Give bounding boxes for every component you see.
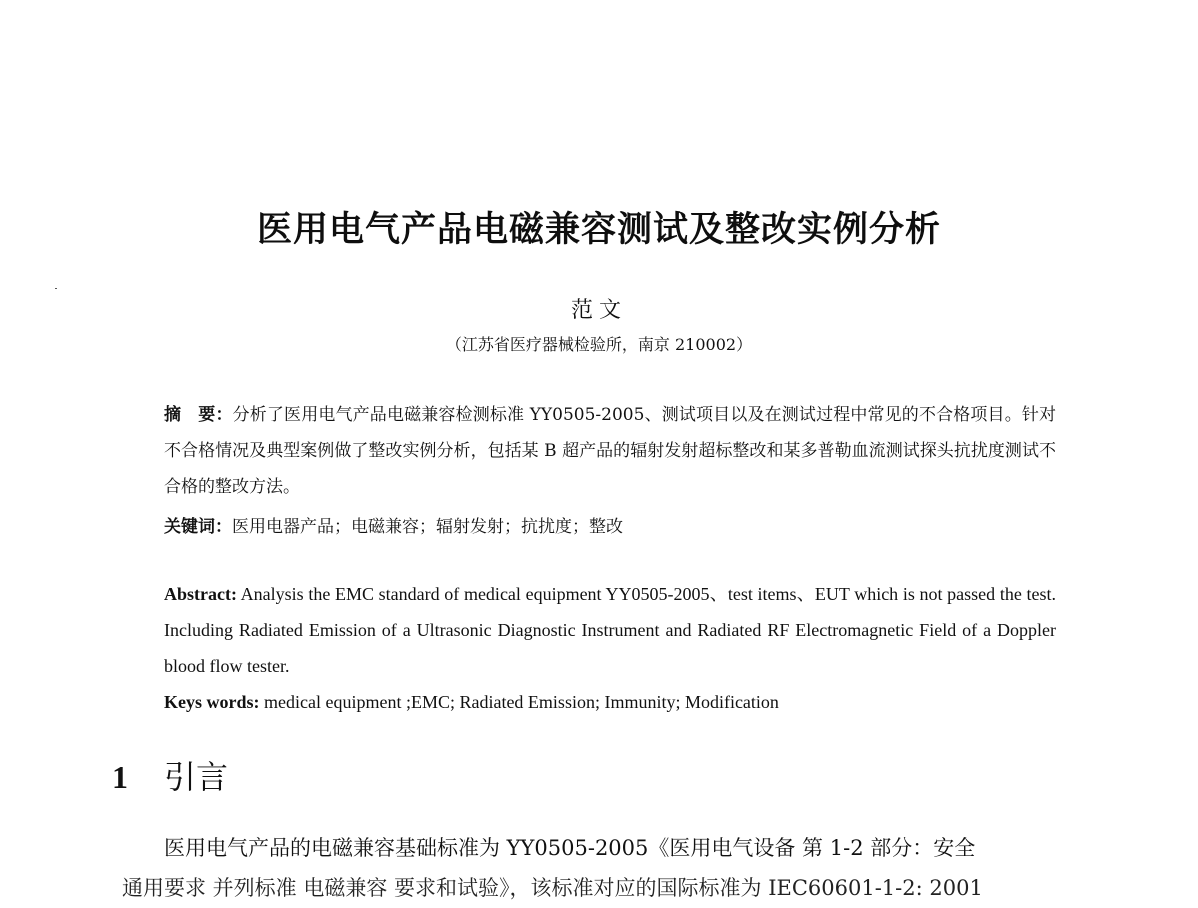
abstract-en-label: Abstract: bbox=[164, 584, 237, 604]
abstract-en-text: Analysis the EMC standard of medical equipment YY0505-2005、test items、EUT which is not passed the test. Including Radiated Emission of a Ultrasonic Diagnostic Instrument and Radiated RF Electromagnetic Field of a Doppler blood flow tester. bbox=[164, 584, 1056, 676]
section-title: 引言 bbox=[164, 758, 229, 796]
keywords-en-label: Keys words: bbox=[164, 692, 260, 712]
paper-title: 医用电气产品电磁兼容测试及整改实例分析 bbox=[256, 210, 941, 250]
abstract-zh-text: 分析了医用电气产品电磁兼容检测标准 YY0505-2005、测试项目以及在测试过程中常见的不合格项目。针对不合格情况及典型案例做了整改实例分析，包括某 B 超产品的辐射发射超标整改和某多普勒血流测试探头抗扰度测试不合格的整改方法。 bbox=[164, 405, 1057, 497]
keywords-en-text: medical equipment ;EMC; Radiated Emission; Immunity; Modification bbox=[259, 692, 779, 712]
keywords-en bbox=[164, 684, 1056, 720]
abstract-zh-label: 摘 要： bbox=[164, 405, 233, 425]
body-paragraph-line-1: 医用电气产品的电磁兼容基础标准为 YY0505-2005《医用电气设备 第 1-2 部分：安全 bbox=[164, 836, 976, 860]
abstract-zh bbox=[164, 397, 1056, 505]
keywords-zh-text: 医用电器产品；电磁兼容；辐射发射；抗扰度；整改 bbox=[232, 517, 623, 537]
author-affiliation: （江苏省医疗器械检验所，南京 210002） bbox=[445, 335, 753, 354]
keywords-zh bbox=[164, 509, 1056, 545]
scan-speck bbox=[55, 288, 57, 289]
section-heading-1 bbox=[112, 752, 228, 798]
body-paragraph-line-2: 通用要求 并列标准 电磁兼容 要求和试验》，该标准对应的国际标准为 IEC60601-1-2: 2001 bbox=[122, 876, 983, 900]
author-name: 范文 bbox=[570, 298, 627, 323]
section-number: 1 bbox=[112, 759, 128, 795]
keywords-zh-label: 关键词： bbox=[164, 517, 232, 537]
abstract-en bbox=[164, 576, 1056, 684]
